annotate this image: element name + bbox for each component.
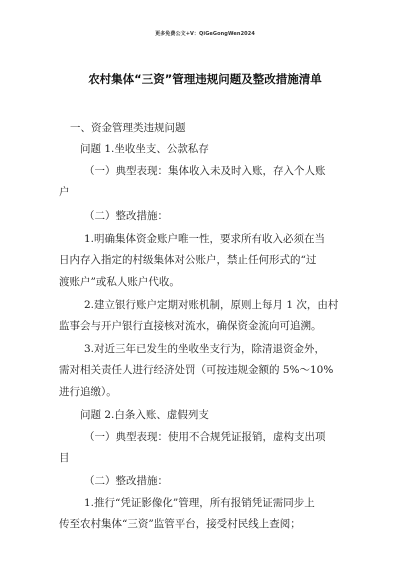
paragraph-line: 3.对近三年已发生的坐收坐支行为，除清退资金外， xyxy=(84,343,326,355)
paragraph-line: 2.建立银行账户定期对账机制，原则上每月 1 次，由村 xyxy=(84,299,339,311)
problem-heading: 问题 1.坐收坐支、公款私存 xyxy=(80,143,209,155)
subheading: （二）整改措施： xyxy=(84,210,168,222)
paragraph-line: （一）典型表现：集体收入未及时入账，存入个人账 xyxy=(84,165,326,177)
header-note: 更多免费公文+V：QiGeGongWen2024 xyxy=(155,31,255,37)
document-title: 农村集体“三资”管理违规问题及整改措施清单 xyxy=(88,72,322,86)
paragraph-line: 传至农村集体“三资”监管平台，接受村民线上查阅； xyxy=(59,518,301,530)
paragraph-line: （一）典型表现：使用不合规凭证报销，虚构支出项 xyxy=(84,431,326,443)
paragraph-line: 进行追缴）。 xyxy=(59,386,117,398)
subheading: （二）整改措施： xyxy=(84,475,168,487)
section-heading: 一、资金管理类违规问题 xyxy=(70,122,186,134)
paragraph-line: 监事会与开户银行直接核对流水，确保资金流向可追溯。 xyxy=(59,320,322,332)
paragraph-line: 1.明确集体资金账户唯一性，要求所有收入必须在当 xyxy=(84,233,326,245)
paragraph-line: 1.推行“凭证影像化”管理，所有报销凭证需同步上 xyxy=(84,497,315,509)
paragraph-line: 户 xyxy=(59,186,70,198)
problem-heading: 问题 2.白条入账、虚假列支 xyxy=(80,409,209,421)
paragraph-line: 渡账户”或私人账户代收。 xyxy=(59,276,180,288)
paragraph-line: 目 xyxy=(59,452,70,464)
paragraph-line: 需对相关责任人进行经济处罚（可按违规金额的 5%～10% xyxy=(59,364,334,376)
paragraph-line: 日内存入指定的村级集体对公账户，禁止任何形式的“过 xyxy=(59,254,317,266)
